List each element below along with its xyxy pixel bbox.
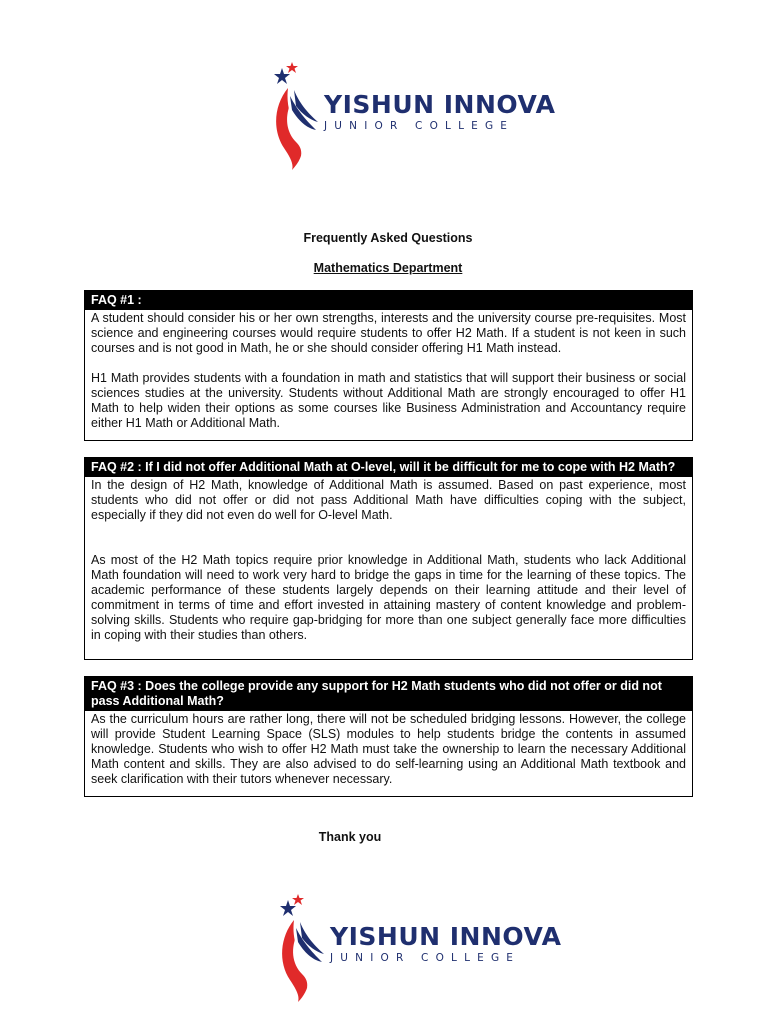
faq-box-2 xyxy=(84,457,693,660)
flame-logo-icon xyxy=(276,892,326,1002)
faq-answer-1 xyxy=(85,310,692,434)
logo-name: YISHUN INNOVA xyxy=(324,90,556,120)
logo-name: YISHUN INNOVA xyxy=(330,922,562,952)
logo-text xyxy=(330,924,562,964)
logo-subtitle: JUNIOR COLLEGE xyxy=(330,952,521,965)
faq-answer-paragraph: H1 Math provides students with a foundation in math and statistics that will support their business or social sciences studies at the university. Students without Additional Math are strongly encouraged to offer H1 Math to help widen their options as some courses like Business Administration and Accountancy require either H1 Math or Additional Math. xyxy=(91,371,686,430)
faq-answer-paragraph: In the design of H2 Math, knowledge of Additional Math is assumed. Based on past experience, most students who did not offer or did not pass Additional Math have difficulties coping with the subject, especially if they did not even do well for O-level Math. xyxy=(91,478,686,522)
logo-subtitle: JUNIOR COLLEGE xyxy=(324,120,515,133)
faq-answer-2 xyxy=(85,477,692,646)
faq-question-2: FAQ #2 : If I did not offer Additional Math at O-level, will it be difficult for me to cope with H2 Math? xyxy=(85,458,692,477)
faq-answer-3 xyxy=(85,711,692,790)
college-logo-bottom xyxy=(276,892,562,1002)
flame-logo-icon xyxy=(270,60,320,170)
faq-answer-paragraph: As the curriculum hours are rather long, there will not be scheduled bridging lessons. However, the college will provide Student Learning Space (SLS) modules to help students bridge the contents in assumed knowledge. Students who wish to offer H2 Math must take the ownership to learn the necessary Additional Math content and skills. They are also advised to do self-learning using an Additional Math textbook and seek clarification with their tutors whenever necessary. xyxy=(91,712,686,786)
faq-answer-paragraph: A student should consider his or her own strengths, interests and the university course pre-requisites. Most science and engineering courses would require students to offer H2 Math. If a student is not keen in such courses and is not good in Math, he or she should consider offering H1 Math instead. xyxy=(91,311,686,355)
closing-text: Thank you xyxy=(318,830,382,844)
faq-box-1 xyxy=(84,290,693,441)
page-title: Frequently Asked Questions xyxy=(303,231,473,245)
faq-answer-paragraph: As most of the H2 Math topics require prior knowledge in Additional Math, students who lack Additional Math foundation will need to work very hard to bridge the gaps in time for the learning of these topics. The academic performance of these students largely depends on their learning attitude and their level of commitment in terms of time and effort invested in attaining mastery of content knowledge and problem-solving skills. Students who require gap-bridging for more than one subject generally face more difficulties in coping with their studies than others. xyxy=(91,553,686,642)
college-logo-top xyxy=(270,60,556,170)
faq-question-3: FAQ #3 : Does the college provide any support for H2 Math students who did not offer or did not pass Additional Math? xyxy=(85,677,692,711)
faq-question-1: FAQ #1 : xyxy=(85,291,692,310)
department-title: Mathematics Department xyxy=(313,261,463,275)
faq-box-3 xyxy=(84,676,693,797)
logo-text xyxy=(324,92,556,132)
